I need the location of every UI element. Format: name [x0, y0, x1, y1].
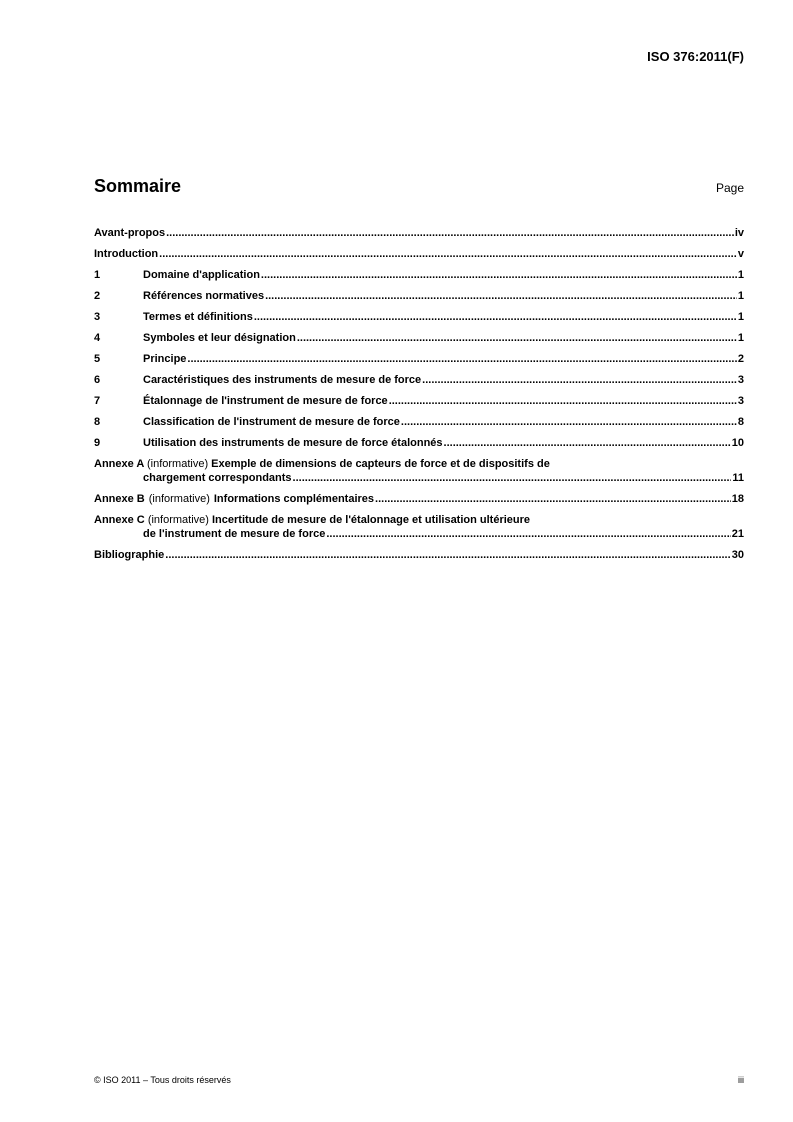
- toc-entry-number: 1: [94, 269, 101, 281]
- page-number: iii: [738, 1075, 744, 1085]
- toc-entry-text: Étalonnage de l'instrument de mesure de force: [143, 395, 388, 407]
- dot-leader: [375, 492, 731, 506]
- toc-page-label: Page: [715, 181, 744, 195]
- toc-entry-page: 1: [737, 290, 744, 302]
- toc-entry-page: 1: [737, 311, 744, 323]
- toc-entry-introduction[interactable]: [94, 247, 744, 261]
- toc-entry-annex-c[interactable]: [94, 513, 744, 541]
- dot-leader: [265, 289, 737, 303]
- toc-entry-page: 3: [737, 374, 744, 386]
- toc-entry-text: Utilisation des instruments de mesure de force étalonnés: [143, 437, 443, 449]
- toc-entry-number: 6: [94, 374, 101, 386]
- annex-title-line1: Incertitude de mesure de l'étalonnage et utilisation ultérieure: [212, 514, 531, 526]
- toc-entry-number: 5: [94, 353, 101, 365]
- toc-entry-text: Bibliographie: [94, 549, 165, 561]
- toc-entry-text: Introduction: [94, 248, 159, 260]
- toc-entry-number: 9: [94, 437, 101, 449]
- copyright-notice: © ISO 2011 – Tous droits réservés: [94, 1075, 231, 1085]
- annex-kind: (informative): [146, 458, 209, 470]
- toc-entry-text: Classification de l'instrument de mesure de force: [143, 416, 400, 428]
- toc-entry-text: Caractéristiques des instruments de mesure de force: [143, 374, 422, 386]
- toc-entry-page: 21: [731, 528, 744, 540]
- dot-leader: [159, 247, 737, 261]
- annex-label: Annexe C: [94, 514, 145, 526]
- toc-entry-annex-a[interactable]: [94, 457, 744, 485]
- dot-leader: [261, 268, 737, 282]
- toc-entry-3[interactable]: [94, 310, 744, 324]
- toc-entry-page: 1: [737, 269, 744, 281]
- toc-entry-page: 1: [737, 332, 744, 344]
- toc-entry-page: iv: [734, 227, 744, 239]
- dot-leader: [254, 310, 737, 324]
- toc-entry-text: Symboles et leur désignation: [143, 332, 296, 344]
- table-of-contents: [94, 226, 744, 569]
- dot-leader: [293, 471, 732, 485]
- document-id: ISO 376:2011(F): [647, 49, 744, 64]
- page-footer: [94, 1075, 744, 1085]
- dot-leader: [166, 226, 734, 240]
- dot-leader: [165, 548, 730, 562]
- toc-entry-2[interactable]: [94, 289, 744, 303]
- annex-title-line1: Exemple de dimensions de capteurs de force et de dispositifs de: [211, 458, 550, 470]
- dot-leader: [444, 436, 731, 450]
- toc-entry-text: Domaine d'application: [143, 269, 260, 281]
- toc-entry-number: 4: [94, 332, 101, 344]
- toc-entry-number: 7: [94, 395, 101, 407]
- dot-leader: [326, 527, 730, 541]
- annex-title-line1: Informations complémentaires: [213, 493, 375, 505]
- dot-leader: [401, 415, 737, 429]
- toc-entry-6[interactable]: [94, 373, 744, 387]
- toc-entry-number: 2: [94, 290, 101, 302]
- toc-entry-text: Références normatives: [143, 290, 265, 302]
- annex-title-line2: de l'instrument de mesure de force: [143, 528, 326, 540]
- annex-kind: (informative): [147, 514, 209, 526]
- toc-entry-text: Termes et définitions: [143, 311, 253, 323]
- toc-entry-5[interactable]: [94, 352, 744, 366]
- toc-entry-text: Avant-propos: [94, 227, 166, 239]
- toc-entry-page: 10: [731, 437, 744, 449]
- toc-entry-number: 3: [94, 311, 101, 323]
- toc-entry-page: 3: [737, 395, 744, 407]
- toc-entry-page: 11: [732, 472, 744, 484]
- toc-entry-text: Principe: [143, 353, 187, 365]
- toc-entry-page: 18: [731, 493, 744, 505]
- dot-leader: [422, 373, 737, 387]
- toc-entry-1[interactable]: [94, 268, 744, 282]
- dot-leader: [389, 394, 737, 408]
- toc-entry-number: 8: [94, 416, 101, 428]
- dot-leader: [187, 352, 736, 366]
- toc-entry-4[interactable]: [94, 331, 744, 345]
- toc-entry-annex-b[interactable]: [94, 492, 744, 506]
- toc-entry-page: 8: [737, 416, 744, 428]
- annex-label: Annexe B: [94, 493, 145, 505]
- toc-entry-page: v: [737, 248, 744, 260]
- annex-label: Annexe A: [94, 458, 144, 470]
- annex-kind: (informative): [148, 493, 210, 505]
- toc-entry-bibliography[interactable]: [94, 548, 744, 562]
- toc-entry-8[interactable]: [94, 415, 744, 429]
- toc-entry-page: 30: [731, 549, 744, 561]
- dot-leader: [297, 331, 737, 345]
- toc-entry-foreword[interactable]: [94, 226, 744, 240]
- toc-header: [94, 176, 744, 197]
- toc-entry-9[interactable]: [94, 436, 744, 450]
- toc-entry-7[interactable]: [94, 394, 744, 408]
- toc-entry-page: 2: [737, 353, 744, 365]
- annex-title-line2: chargement correspondants: [143, 472, 292, 484]
- toc-title: Sommaire: [94, 176, 182, 196]
